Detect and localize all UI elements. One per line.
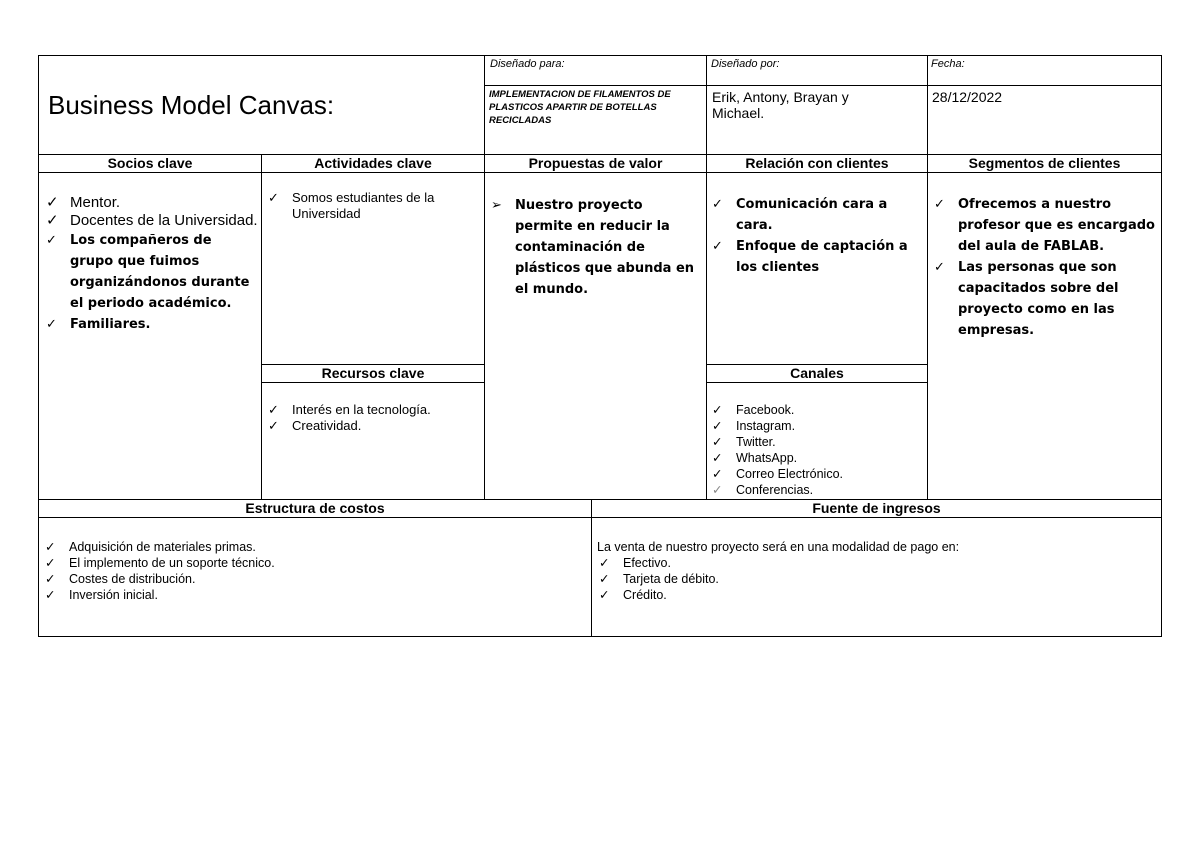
check-icon: ✓ <box>712 197 723 212</box>
list-item: ✓ El implemento de un soporte técnico. <box>45 556 275 570</box>
check-icon: ✓ <box>712 435 723 449</box>
list-item: ✓ Conferencias. <box>712 483 814 497</box>
check-icon: ✓ <box>712 419 723 433</box>
list-item: ✓ Crédito. <box>599 588 667 602</box>
propuestas-list <box>489 195 701 300</box>
designed-for-label: Diseñado para: <box>490 58 565 70</box>
list-item: ✓ Correo Electrónico. <box>712 467 843 481</box>
check-icon: ✓ <box>934 260 945 275</box>
check-icon: ✓ <box>46 212 59 229</box>
check-icon: ✓ <box>599 556 610 570</box>
list-item: ✓ Inversión inicial. <box>45 588 158 602</box>
check-icon: ✓ <box>934 197 945 212</box>
check-icon: ✓ <box>712 483 723 497</box>
designed-by-label: Diseñado por: <box>711 58 780 70</box>
check-icon: ✓ <box>46 233 57 248</box>
list-item: ✓ Ofrecemos a nuestro profesor que es encargado del aula de FABLAB. <box>932 194 1156 257</box>
list-item: ✓ Docentes de la Universidad. <box>46 212 258 229</box>
canales-header: Canales <box>706 364 928 383</box>
check-icon: ✓ <box>712 403 723 417</box>
check-icon: ✓ <box>45 588 56 602</box>
list-item: ✓ Las personas que son capacitados sobre del proyecto como en las empresas. <box>932 257 1156 341</box>
list-item: ✓ Mentor. <box>46 194 121 211</box>
list-item: ✓ Adquisición de materiales primas. <box>45 540 256 554</box>
check-icon: ✓ <box>268 402 279 417</box>
check-icon: ✓ <box>599 572 610 586</box>
actividades-list <box>266 190 480 222</box>
recursos-header: Recursos clave <box>261 364 485 383</box>
socios-list <box>44 194 258 335</box>
check-icon: ✓ <box>268 418 279 433</box>
list-item: ✓ Twitter. <box>712 435 776 449</box>
arrow-bullet-icon: ➢ <box>491 198 502 213</box>
ingresos-intro: La venta de nuestro proyecto será en una modalidad de pago en: <box>597 540 960 554</box>
actividades-header: Actividades clave <box>261 154 485 173</box>
list-item: ✓ Facebook. <box>712 403 795 417</box>
list-item: ✓ Familiares. <box>44 314 258 335</box>
list-item: ✓ Tarjeta de débito. <box>599 572 719 586</box>
designed-by-value: Erik, Antony, Brayan y Michael. <box>712 89 849 121</box>
check-icon: ✓ <box>268 190 279 205</box>
date-value: 28/12/2022 <box>932 89 1003 105</box>
list-item: ✓ Comunicación cara a cara. <box>710 194 924 236</box>
list-item: ✓ Efectivo. <box>599 556 671 570</box>
check-icon: ✓ <box>46 194 59 211</box>
check-icon: ✓ <box>712 451 723 465</box>
list-item: ✓ Costes de distribución. <box>45 572 196 586</box>
actividades-cell <box>261 154 485 365</box>
segmentos-list <box>932 194 1156 341</box>
propuestas-header: Propuestas de valor <box>484 154 707 173</box>
relacion-list <box>710 194 924 278</box>
check-icon: ✓ <box>712 467 723 481</box>
check-icon: ✓ <box>45 556 56 570</box>
costos-list <box>43 539 583 603</box>
check-icon: ✓ <box>45 540 56 554</box>
list-item: ✓ Interés en la tecnología. <box>268 402 431 417</box>
list-item: ✓ Instagram. <box>712 419 796 433</box>
ingresos-header: Fuente de ingresos <box>591 499 1162 518</box>
socios-header: Socios clave <box>38 154 262 173</box>
check-icon: ✓ <box>712 239 723 254</box>
list-item: ✓ Somos estudiantes de la Universidad <box>268 190 435 221</box>
relacion-header: Relación con clientes <box>706 154 928 173</box>
canvas-title: Business Model Canvas: <box>48 90 335 120</box>
check-icon: ✓ <box>45 572 56 586</box>
list-item: ➢ Nuestro proyecto permite en reducir la contaminación de plásticos que abunda en el mundo. <box>489 195 701 300</box>
date-label: Fecha: <box>931 58 965 70</box>
list-item: ✓ Enfoque de captación a los clientes <box>710 236 924 278</box>
canales-list <box>710 402 924 498</box>
list-item: ✓ WhatsApp. <box>712 451 798 465</box>
check-icon: ✓ <box>599 588 610 602</box>
recursos-list <box>266 402 480 434</box>
segmentos-header: Segmentos de clientes <box>927 154 1162 173</box>
list-item: ✓ Creatividad. <box>268 418 362 433</box>
costos-header: Estructura de costos <box>38 499 592 518</box>
check-icon: ✓ <box>46 317 57 332</box>
ingresos-list <box>597 555 1157 603</box>
list-item: ✓ Los compañeros de grupo que fuimos organizándonos durante el periodo académico. <box>44 230 258 314</box>
designed-for-value: IMPLEMENTACION DE FILAMENTOS DE PLASTICOS APARTIR DE BOTELLAS RECICLADAS <box>489 89 671 126</box>
